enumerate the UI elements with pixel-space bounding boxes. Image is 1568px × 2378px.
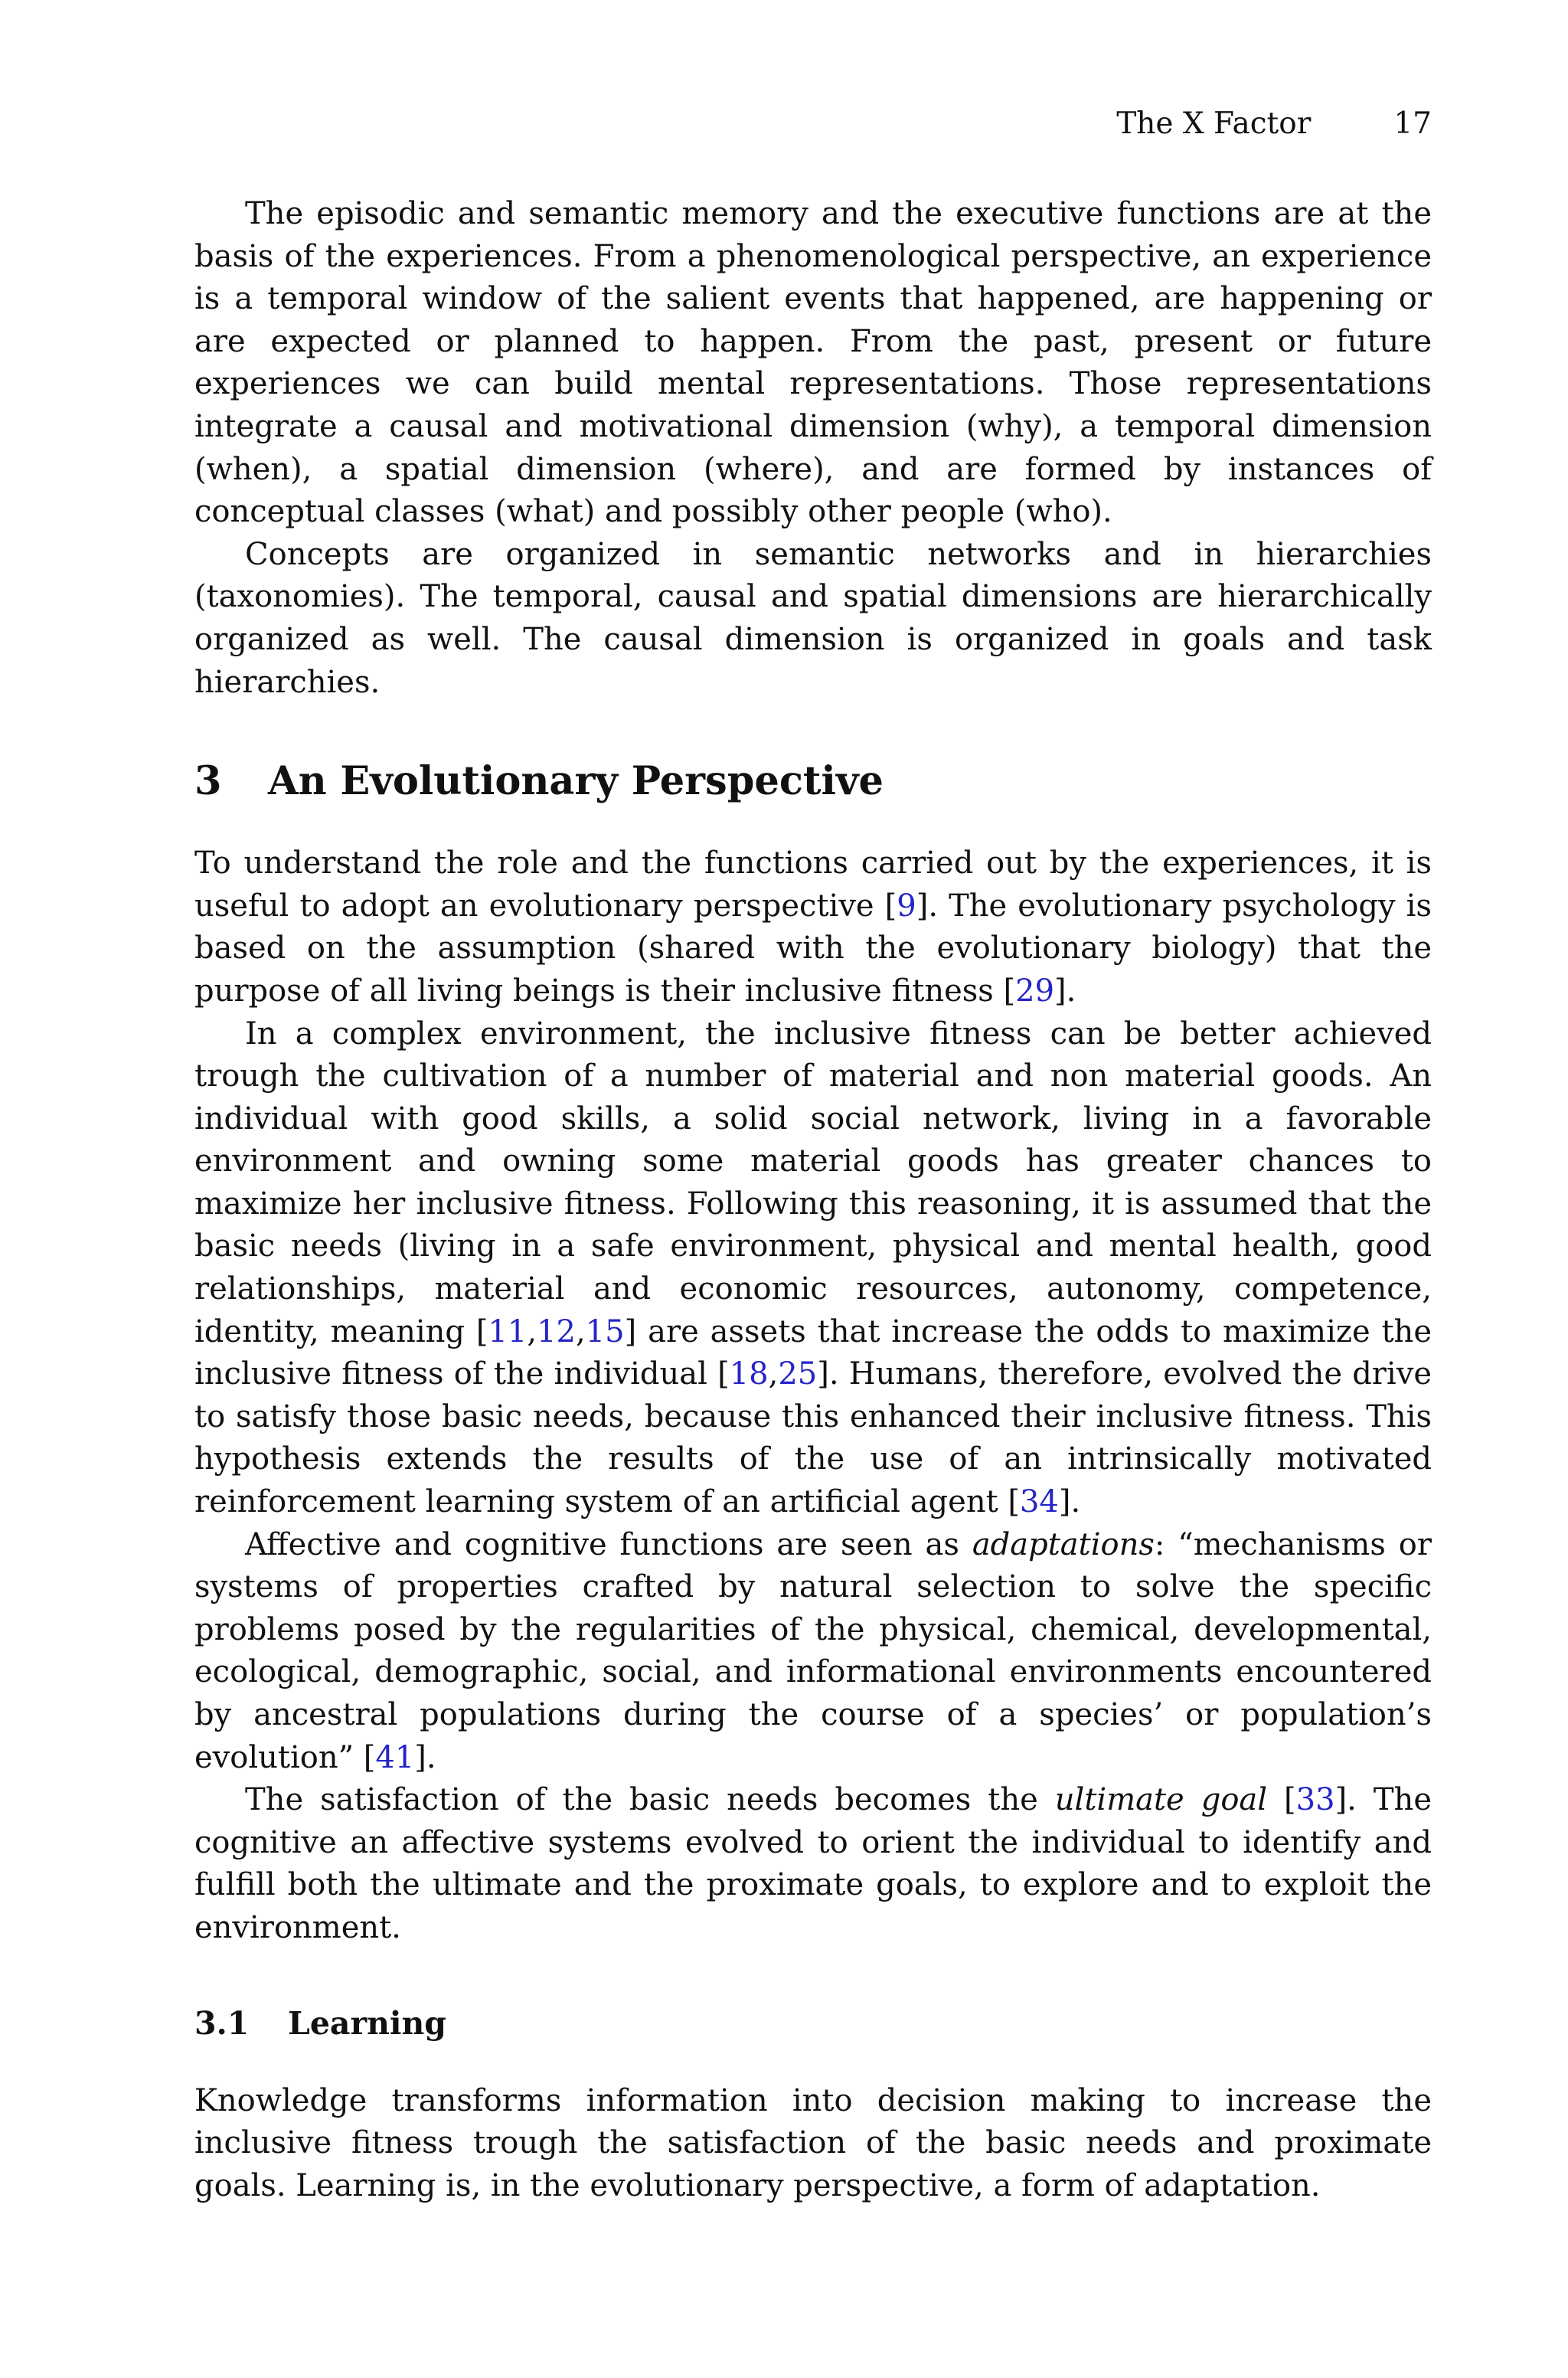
text-span: ]. — [414, 1739, 436, 1775]
citation-link[interactable]: 11 — [488, 1313, 528, 1349]
emphasis-text: ultimate goal — [1054, 1782, 1268, 1818]
text-span: , — [768, 1356, 779, 1392]
citation-link[interactable]: 12 — [537, 1313, 577, 1349]
paragraph-experiences: The episodic and semantic memory and the executive functions are at the basis of the experiences. From a phenomenological perspective, an experience is a temporal window of the salient events that happened, are happening or are expected or planned to happen. From the past, present or future experiences we can build mental representations. Those representations integrate a causal and motivational dimension (why), a temporal dimension (when), a spatial dimension (where), and are formed by instances of conceptual classes (what) and possibly other people (who). — [194, 196, 1432, 530]
text-span: ] are assets that increase the odds to maximize the inclusive fitness of the individual [ — [194, 1313, 1432, 1392]
text-span: To understand the role and the functions carried out by the experiences, it is useful to adopt an evolutionary perspective [ — [194, 846, 1432, 924]
text-span: , — [576, 1313, 586, 1349]
paragraph-evolutionary-intro — [194, 842, 1432, 1012]
citation-link[interactable]: 34 — [1019, 1484, 1059, 1520]
subsection-title: Learning — [288, 2004, 446, 2042]
paragraph-complex-environment — [194, 1013, 1432, 1524]
text-span: ]. — [1054, 973, 1076, 1009]
emphasis-text: adaptations — [972, 1526, 1155, 1562]
subsection-heading — [194, 2002, 1432, 2045]
text-span: ]. Humans, therefore, evolved the drive to satisfy those basic needs, because this enhanced their inclusive fitness. This hypothesis extends the results of the use of an intrinsically motivated reinforcement learning system of an artificial agent [ — [194, 1356, 1432, 1520]
page-number: 17 — [1393, 106, 1432, 141]
running-head — [1116, 106, 1432, 142]
text-span: : “mechanisms or systems of properties crafted by natural selection to solve the specific problems posed by the regularities of the physical, chemical, developmental, ecological, demographic, social, and informational environments encountered by ancestral populations during the course of a species’ or population’s evolution” [ — [194, 1526, 1432, 1775]
running-head-title: The X Factor — [1116, 106, 1312, 141]
paragraph-adaptations — [194, 1524, 1432, 1780]
paragraph-concepts: Concepts are organized in semantic networks and in hierarchies (taxonomies). The temporal, causal and spatial dimensions are hierarchically organized as well. The causal dimension is organized in goals and task hierarchies. — [194, 536, 1432, 700]
citation-link[interactable]: 41 — [375, 1739, 415, 1775]
citation-link[interactable]: 15 — [585, 1313, 625, 1349]
citation-link[interactable]: 25 — [778, 1356, 818, 1392]
citation-link[interactable]: 33 — [1295, 1782, 1335, 1818]
section-number: 3 — [194, 758, 222, 805]
paragraph-ultimate-goal — [194, 1779, 1432, 1949]
text-span: , — [527, 1313, 537, 1349]
paragraph-learning: Knowledge transforms information into decision making to increase the inclusive fitness trough the satisfaction of the basic needs and proximate goals. Learning is, in the evolutionary perspective, a form of adaptation. — [194, 2082, 1432, 2203]
section-title: An Evolutionary Perspective — [268, 758, 884, 805]
text-span: Affective and cognitive functions are seen as — [245, 1526, 972, 1562]
citation-link[interactable]: 29 — [1015, 973, 1055, 1009]
section-heading — [194, 754, 1432, 808]
page-content — [194, 193, 1432, 2207]
text-span: ]. The cognitive an affective systems evolved to orient the individual to identify and fulfill both the ultimate and the proximate goals, to explore and to exploit the environment. — [194, 1782, 1432, 1945]
text-span: [ — [1267, 1782, 1296, 1818]
text-span: The satisfaction of the basic needs becomes the — [245, 1782, 1055, 1818]
subsection-number: 3.1 — [194, 2004, 250, 2042]
text-span: ]. — [1058, 1484, 1081, 1520]
text-span: ]. The evolutionary psychology is based on the assumption (shared with the evolutionary biology) that the purpose of all living beings is their inclusive fitness [ — [194, 888, 1432, 1009]
text-span: In a complex environment, the inclusive fitness can be better achieved trough the cultivation of a number of material and non material goods. An individual with good skills, a solid social network, living in a favorable environment and owning some material goods has greater chances to maximize her inclusive fitness. Following this reasoning, it is assumed that the basic needs (living in a safe environment, physical and mental health, good relationships, material and economic resources, autonomy, competence, identity, meaning [ — [194, 1016, 1432, 1349]
citation-link[interactable]: 9 — [897, 888, 916, 924]
citation-link[interactable]: 18 — [729, 1356, 769, 1392]
